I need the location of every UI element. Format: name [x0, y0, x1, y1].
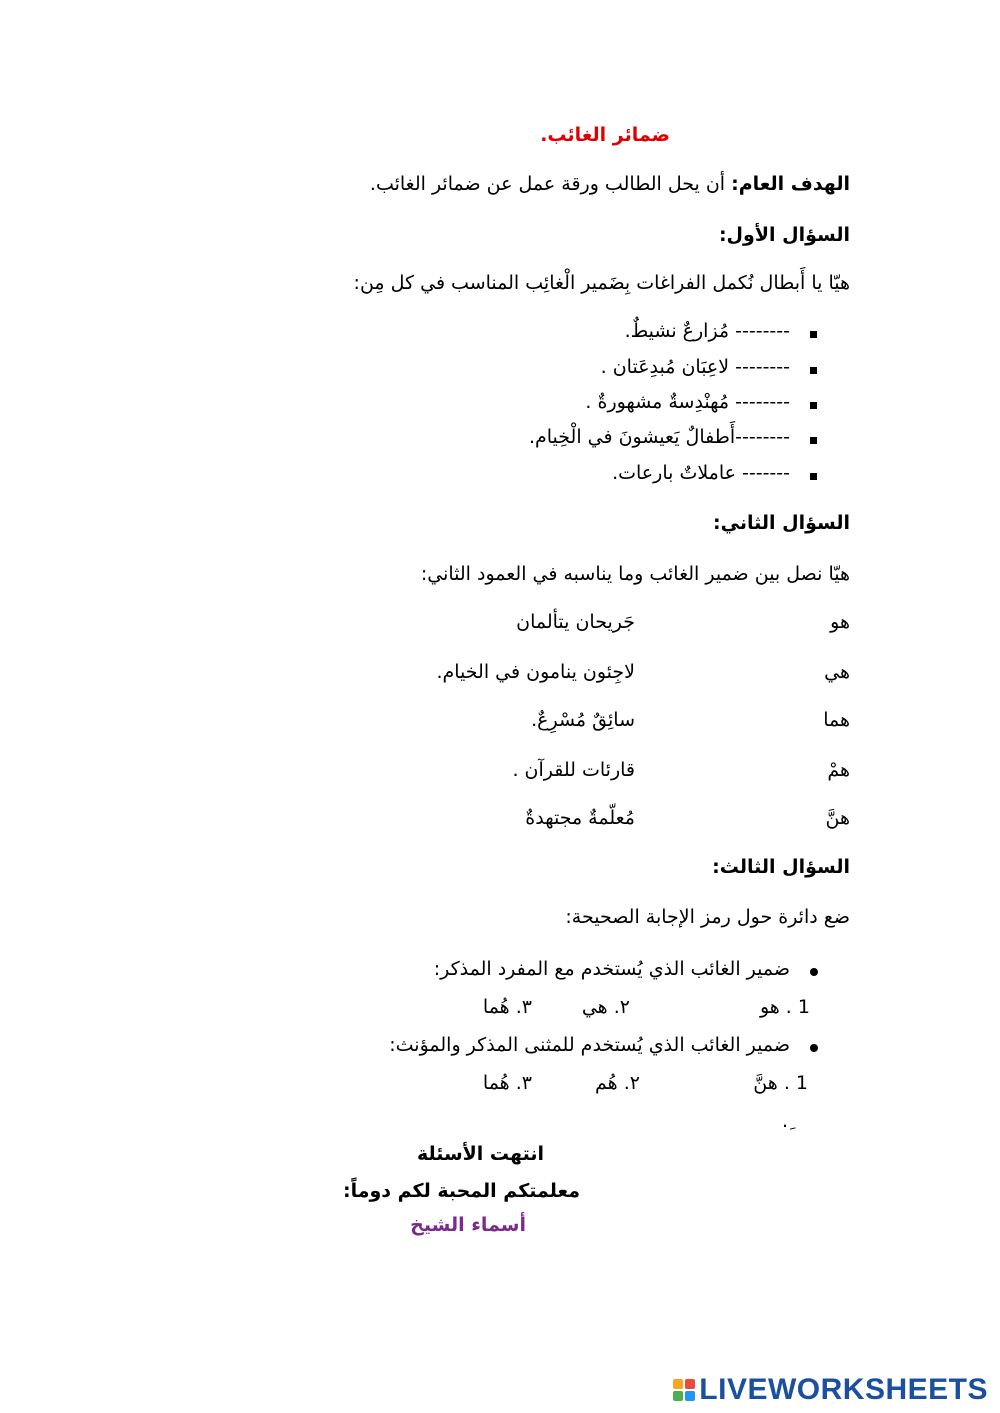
signature: أسماء الشيخ	[410, 1214, 526, 1236]
bullet-square-icon	[810, 437, 817, 444]
q2-pronoun: هو	[830, 611, 850, 633]
q3-option: 1 . هو	[759, 996, 810, 1018]
logo-square	[673, 1379, 683, 1389]
q3-question: ضمير الغائب الذي يُستخدم مع المفرد المذكر:	[433, 958, 790, 980]
q2-match: قارئات للقرآن .	[512, 759, 635, 781]
q1-item: -------- مُزارعٌ نشيطٌ.	[624, 320, 790, 342]
q2-match: لاجِئون ينامون في الخيام.	[436, 661, 635, 683]
q1-item: ------- عاملاتٌ بارعات.	[612, 462, 790, 484]
bullet-dot-icon	[810, 1044, 818, 1052]
logo-square	[685, 1379, 695, 1389]
objective-text: أن يحل الطالب ورقة عمل عن ضمائر الغائب.	[369, 173, 732, 195]
closing-teacher: معلمتكم المحبة لكم دوماً:	[342, 1180, 580, 1202]
bullet-square-icon	[810, 367, 817, 374]
bullet-square-icon	[810, 331, 817, 338]
q3-question: ضمير الغائب الذي يُستخدم للمثنى المذكر والمؤنث:	[389, 1034, 790, 1056]
q2-pronoun: هنَّ	[825, 807, 850, 829]
q1-item: -------- لاعِبَان مُبدِعَتان .	[600, 356, 790, 378]
q2-match: جَريحان يتألمان	[516, 611, 635, 633]
q3-option: ٢. هُم	[595, 1072, 640, 1094]
q1-heading: السؤال الأول:	[718, 224, 850, 246]
q3-option: 1 . هنَّ	[753, 1072, 808, 1094]
closing-line: انتهت الأسئلة	[416, 1143, 544, 1165]
q2-match: سائِقٌ مُسْرِعٌ.	[531, 709, 635, 731]
q2-pronoun: هما	[823, 709, 850, 731]
q1-instruction: هيّا يا أَبطال نُكمل الفراغات بِضَمير الْغائِب المناسب في كل مِن:	[353, 272, 850, 294]
objective-line	[370, 173, 850, 195]
logo-grid-icon	[673, 1379, 695, 1401]
q3-option: ٢. هي	[581, 996, 630, 1018]
bullet-square-icon	[810, 402, 817, 409]
q2-instruction: هيّا نصل بين ضمير الغائب وما يناسبه في العمود الثاني:	[420, 563, 850, 585]
q2-match: مُعلّمةٌ مجتهدةٌ	[525, 807, 635, 829]
bullet-dot-icon	[810, 968, 818, 976]
q3-option: ٣. هُما	[482, 996, 532, 1018]
page-title: ضمائر الغائب.	[540, 124, 670, 146]
logo-square	[685, 1391, 695, 1401]
stray-mark: ِ.	[781, 1110, 788, 1132]
liveworksheets-logo[interactable]	[673, 1373, 988, 1407]
objective-label: الهدف العام:	[731, 173, 850, 195]
q2-pronoun: هي	[824, 661, 850, 683]
q3-heading: السؤال الثالث:	[712, 856, 850, 878]
logo-square	[673, 1391, 683, 1401]
q1-item: --------أَطفالٌ يَعيشونَ في الْخِيام.	[528, 426, 790, 448]
q1-item: -------- مُهنْدِسةٌ مشهورةٌ .	[585, 391, 790, 413]
q3-instruction: ضع دائرة حول رمز الإجابة الصحيحة:	[565, 906, 850, 928]
q2-heading: السؤال الثاني:	[713, 512, 850, 534]
bullet-square-icon	[810, 473, 817, 480]
q3-option: ٣. هُما	[482, 1072, 532, 1094]
logo-text: LIVEWORKSHEETS	[699, 1373, 988, 1406]
q2-pronoun: همْ	[827, 759, 850, 781]
